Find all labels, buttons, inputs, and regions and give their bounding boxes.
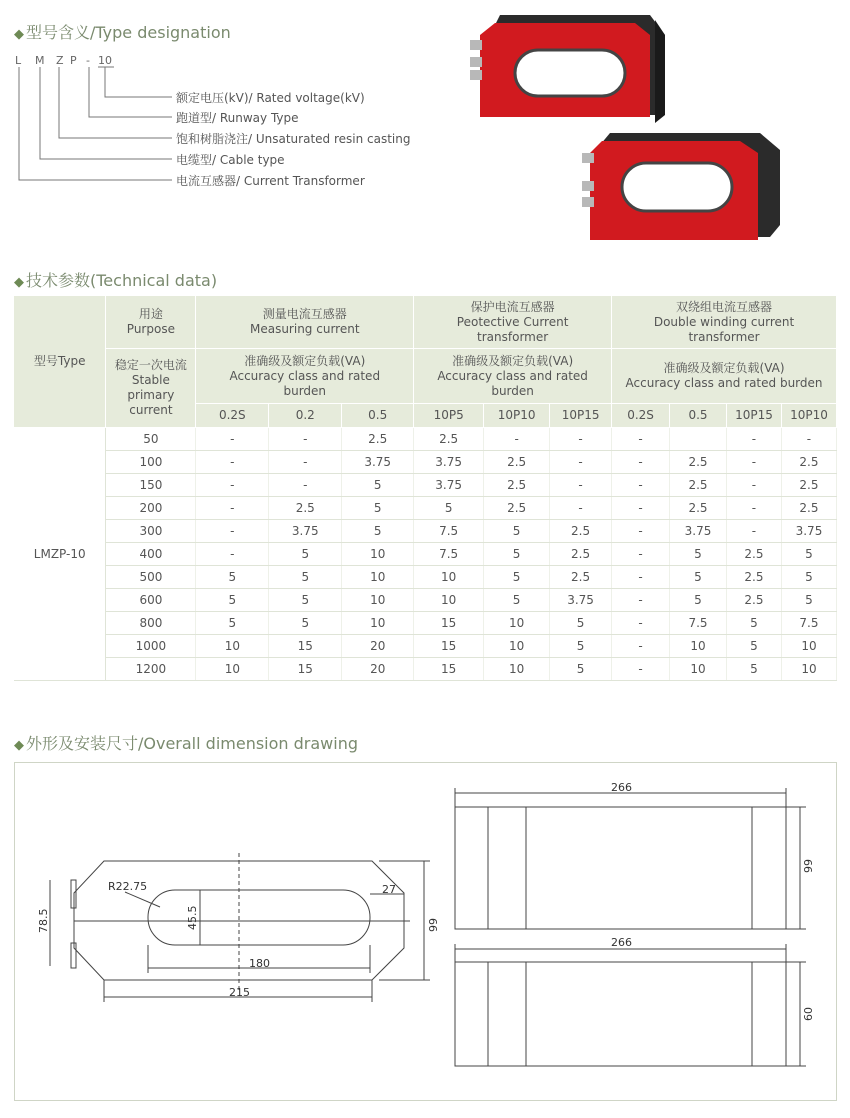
- burden-cell: 15: [269, 635, 342, 658]
- burden-cell: 5: [670, 589, 727, 612]
- burden-cell: 10: [484, 658, 550, 681]
- dim-end-length: 27: [382, 883, 396, 896]
- header-double-winding: 双绕组电流互感器 Double winding current transformer: [612, 296, 837, 349]
- burden-cell: -: [550, 497, 612, 520]
- burden-cell: 3.75: [670, 520, 727, 543]
- header-measuring-accuracy: 准确级及额定负载(VA) Accuracy class and rated burden: [196, 349, 414, 404]
- burden-cell: -: [196, 543, 269, 566]
- burden-cell: 2.5: [550, 566, 612, 589]
- burden-cell: 2.5: [484, 474, 550, 497]
- burden-cell: 20: [342, 658, 414, 681]
- burden-cell: 15: [414, 658, 484, 681]
- burden-cell: -: [269, 428, 342, 451]
- current-cell: 150: [106, 474, 196, 497]
- code-voltage: 10: [98, 54, 112, 67]
- class-header: 10P15: [550, 404, 612, 428]
- burden-cell: -: [550, 451, 612, 474]
- burden-cell: 10: [484, 635, 550, 658]
- dim-height-left: 78.5: [37, 908, 50, 933]
- class-header: 10P10: [484, 404, 550, 428]
- burden-cell: 2.5: [670, 451, 727, 474]
- burden-cell: -: [612, 543, 670, 566]
- burden-cell: -: [484, 428, 550, 451]
- burden-cell: 15: [414, 612, 484, 635]
- class-header: 0.5: [670, 404, 727, 428]
- technical-data-title: ◆ 技术参数(Technical data): [14, 271, 218, 290]
- class-header: 10P10: [781, 404, 836, 428]
- burden-cell: 3.75: [269, 520, 342, 543]
- dim-top-height: 99: [802, 859, 815, 873]
- burden-cell: 2.5: [269, 497, 342, 520]
- code-letter-m: M: [35, 54, 45, 67]
- burden-cell: -: [726, 428, 781, 451]
- side-view: [455, 944, 806, 1066]
- current-cell: 100: [106, 451, 196, 474]
- burden-cell: 7.5: [781, 612, 836, 635]
- burden-cell: -: [612, 566, 670, 589]
- top-view: [455, 788, 806, 929]
- burden-cell: 5: [196, 566, 269, 589]
- model-cell: LMZP-10: [14, 428, 106, 681]
- burden-cell: 20: [342, 635, 414, 658]
- burden-cell: 5: [269, 589, 342, 612]
- burden-cell: 3.75: [550, 589, 612, 612]
- burden-cell: -: [726, 474, 781, 497]
- current-cell: 800: [106, 612, 196, 635]
- burden-cell: 10: [342, 566, 414, 589]
- burden-cell: -: [726, 497, 781, 520]
- burden-cell: 10: [484, 612, 550, 635]
- dim-top-width: 266: [611, 781, 632, 794]
- dim-inner-length: 180: [249, 957, 270, 970]
- burden-cell: 2.5: [670, 497, 727, 520]
- class-header: 0.2S: [196, 404, 269, 428]
- code-letter-z: Z: [56, 54, 64, 67]
- burden-cell: 2.5: [726, 543, 781, 566]
- code-letter-l: L: [15, 54, 22, 67]
- burden-cell: 2.5: [670, 474, 727, 497]
- burden-cell: -: [196, 520, 269, 543]
- burden-cell: -: [726, 520, 781, 543]
- front-view: [50, 853, 430, 1002]
- burden-cell: -: [196, 474, 269, 497]
- burden-cell: 2.5: [484, 451, 550, 474]
- header-model: 型号Type: [14, 296, 106, 428]
- burden-cell: 5: [726, 658, 781, 681]
- header-protective: 保护电流互感器 Peotective Current transformer: [414, 296, 612, 349]
- current-cell: 600: [106, 589, 196, 612]
- burden-cell: -: [196, 451, 269, 474]
- burden-cell: 5: [726, 635, 781, 658]
- burden-cell: 2.5: [781, 474, 836, 497]
- burden-cell: 2.5: [550, 543, 612, 566]
- diamond-icon: ◆: [14, 27, 24, 42]
- burden-cell: -: [269, 474, 342, 497]
- header-purpose: 用途 Purpose: [106, 296, 196, 349]
- burden-cell: -: [269, 451, 342, 474]
- burden-cell: 2.5: [484, 497, 550, 520]
- burden-cell: 7.5: [670, 612, 727, 635]
- burden-cell: -: [612, 451, 670, 474]
- burden-cell: 5: [781, 566, 836, 589]
- burden-cell: -: [781, 428, 836, 451]
- dim-radius: R22.75: [108, 880, 148, 893]
- burden-cell: 10: [414, 566, 484, 589]
- burden-cell: 5: [269, 543, 342, 566]
- current-cell: 300: [106, 520, 196, 543]
- burden-cell: 5: [484, 520, 550, 543]
- burden-cell: 2.5: [342, 428, 414, 451]
- header-protective-accuracy: 准确级及额定负载(VA) Accuracy class and rated burden: [414, 349, 612, 404]
- designation-runway-type: 跑道型/ Runway Type: [176, 111, 299, 125]
- burden-cell: 5: [550, 658, 612, 681]
- burden-cell: -: [612, 428, 670, 451]
- burden-cell: 2.5: [726, 566, 781, 589]
- dim-side-width: 266: [611, 936, 632, 949]
- designation-cable-type: 电缆型/ Cable type: [176, 153, 285, 167]
- burden-cell: 5: [342, 497, 414, 520]
- code-dash: -: [86, 54, 90, 67]
- burden-cell: 5: [484, 543, 550, 566]
- dimension-drawing-title: ◆ 外形及安装尺寸/Overall dimension drawing: [14, 734, 358, 753]
- burden-cell: -: [612, 612, 670, 635]
- burden-cell: 5: [342, 520, 414, 543]
- burden-cell: -: [726, 451, 781, 474]
- burden-cell: -: [612, 658, 670, 681]
- burden-cell: 7.5: [414, 520, 484, 543]
- burden-cell: 10: [781, 635, 836, 658]
- burden-cell: 2.5: [781, 497, 836, 520]
- burden-cell: 5: [550, 612, 612, 635]
- current-cell: 50: [106, 428, 196, 451]
- burden-cell: 15: [414, 635, 484, 658]
- burden-cell: 15: [269, 658, 342, 681]
- burden-cell: -: [196, 428, 269, 451]
- designation-resin-casting: 饱和树脂浇注/ Unsaturated resin casting: [176, 132, 411, 146]
- burden-cell: -: [196, 497, 269, 520]
- burden-cell: 10: [670, 635, 727, 658]
- current-cell: 1200: [106, 658, 196, 681]
- dim-inner-height: 45.5: [186, 905, 199, 930]
- burden-cell: 5: [670, 566, 727, 589]
- code-letter-p: P: [70, 54, 77, 67]
- burden-cell: -: [612, 520, 670, 543]
- burden-cell: -: [550, 428, 612, 451]
- burden-cell: 10: [670, 658, 727, 681]
- burden-cell: 10: [196, 635, 269, 658]
- burden-cell: 10: [781, 658, 836, 681]
- class-header: 0.2: [269, 404, 342, 428]
- burden-cell: 2.5: [726, 589, 781, 612]
- type-designation-title: ◆ 型号含义/Type designation: [14, 23, 231, 42]
- burden-cell: 5: [781, 589, 836, 612]
- burden-cell: 3.75: [781, 520, 836, 543]
- burden-cell: 5: [484, 566, 550, 589]
- header-measuring: 测量电流互感器 Measuring current: [196, 296, 414, 349]
- diamond-icon: ◆: [14, 738, 24, 753]
- burden-cell: 5: [726, 612, 781, 635]
- dim-side-height: 60: [802, 1007, 815, 1021]
- current-cell: 400: [106, 543, 196, 566]
- dim-height-right: 99: [427, 918, 440, 932]
- burden-cell: 10: [342, 589, 414, 612]
- class-header: 0.5: [342, 404, 414, 428]
- class-header: 10P15: [726, 404, 781, 428]
- burden-cell: 5: [670, 543, 727, 566]
- burden-cell: -: [550, 474, 612, 497]
- dim-overall-length: 215: [229, 986, 250, 999]
- burden-cell: 3.75: [414, 451, 484, 474]
- class-header: 0.2S: [612, 404, 670, 428]
- class-header: 10P5: [414, 404, 484, 428]
- burden-cell: -: [612, 474, 670, 497]
- burden-cell: 7.5: [414, 543, 484, 566]
- burden-cell: -: [612, 589, 670, 612]
- burden-cell: 2.5: [781, 451, 836, 474]
- burden-cell: 5: [342, 474, 414, 497]
- burden-cell: 5: [196, 589, 269, 612]
- burden-cell: 10: [342, 612, 414, 635]
- burden-cell: 2.5: [550, 520, 612, 543]
- designation-current-transformer: 电流互感器/ Current Transformer: [176, 174, 365, 188]
- burden-cell: 10: [414, 589, 484, 612]
- diamond-icon: ◆: [14, 275, 24, 290]
- current-cell: 200: [106, 497, 196, 520]
- burden-cell: 10: [342, 543, 414, 566]
- burden-cell: -: [612, 635, 670, 658]
- header-stable-current: 稳定一次电流 Stable primary current: [106, 349, 196, 428]
- burden-cell: 5: [550, 635, 612, 658]
- burden-cell: 3.75: [342, 451, 414, 474]
- current-cell: 500: [106, 566, 196, 589]
- burden-cell: 5: [269, 612, 342, 635]
- burden-cell: 5: [414, 497, 484, 520]
- burden-cell: 5: [269, 566, 342, 589]
- burden-cell: 5: [781, 543, 836, 566]
- burden-cell: 5: [196, 612, 269, 635]
- designation-rated-voltage: 额定电压(kV)/ Rated voltage(kV): [176, 91, 365, 105]
- current-cell: 1000: [106, 635, 196, 658]
- burden-cell: 2.5: [414, 428, 484, 451]
- burden-cell: 5: [484, 589, 550, 612]
- burden-cell: 10: [196, 658, 269, 681]
- header-double-accuracy: 准确级及额定负载(VA) Accuracy class and rated burden: [612, 349, 837, 404]
- burden-cell: -: [612, 497, 670, 520]
- burden-cell: 3.75: [414, 474, 484, 497]
